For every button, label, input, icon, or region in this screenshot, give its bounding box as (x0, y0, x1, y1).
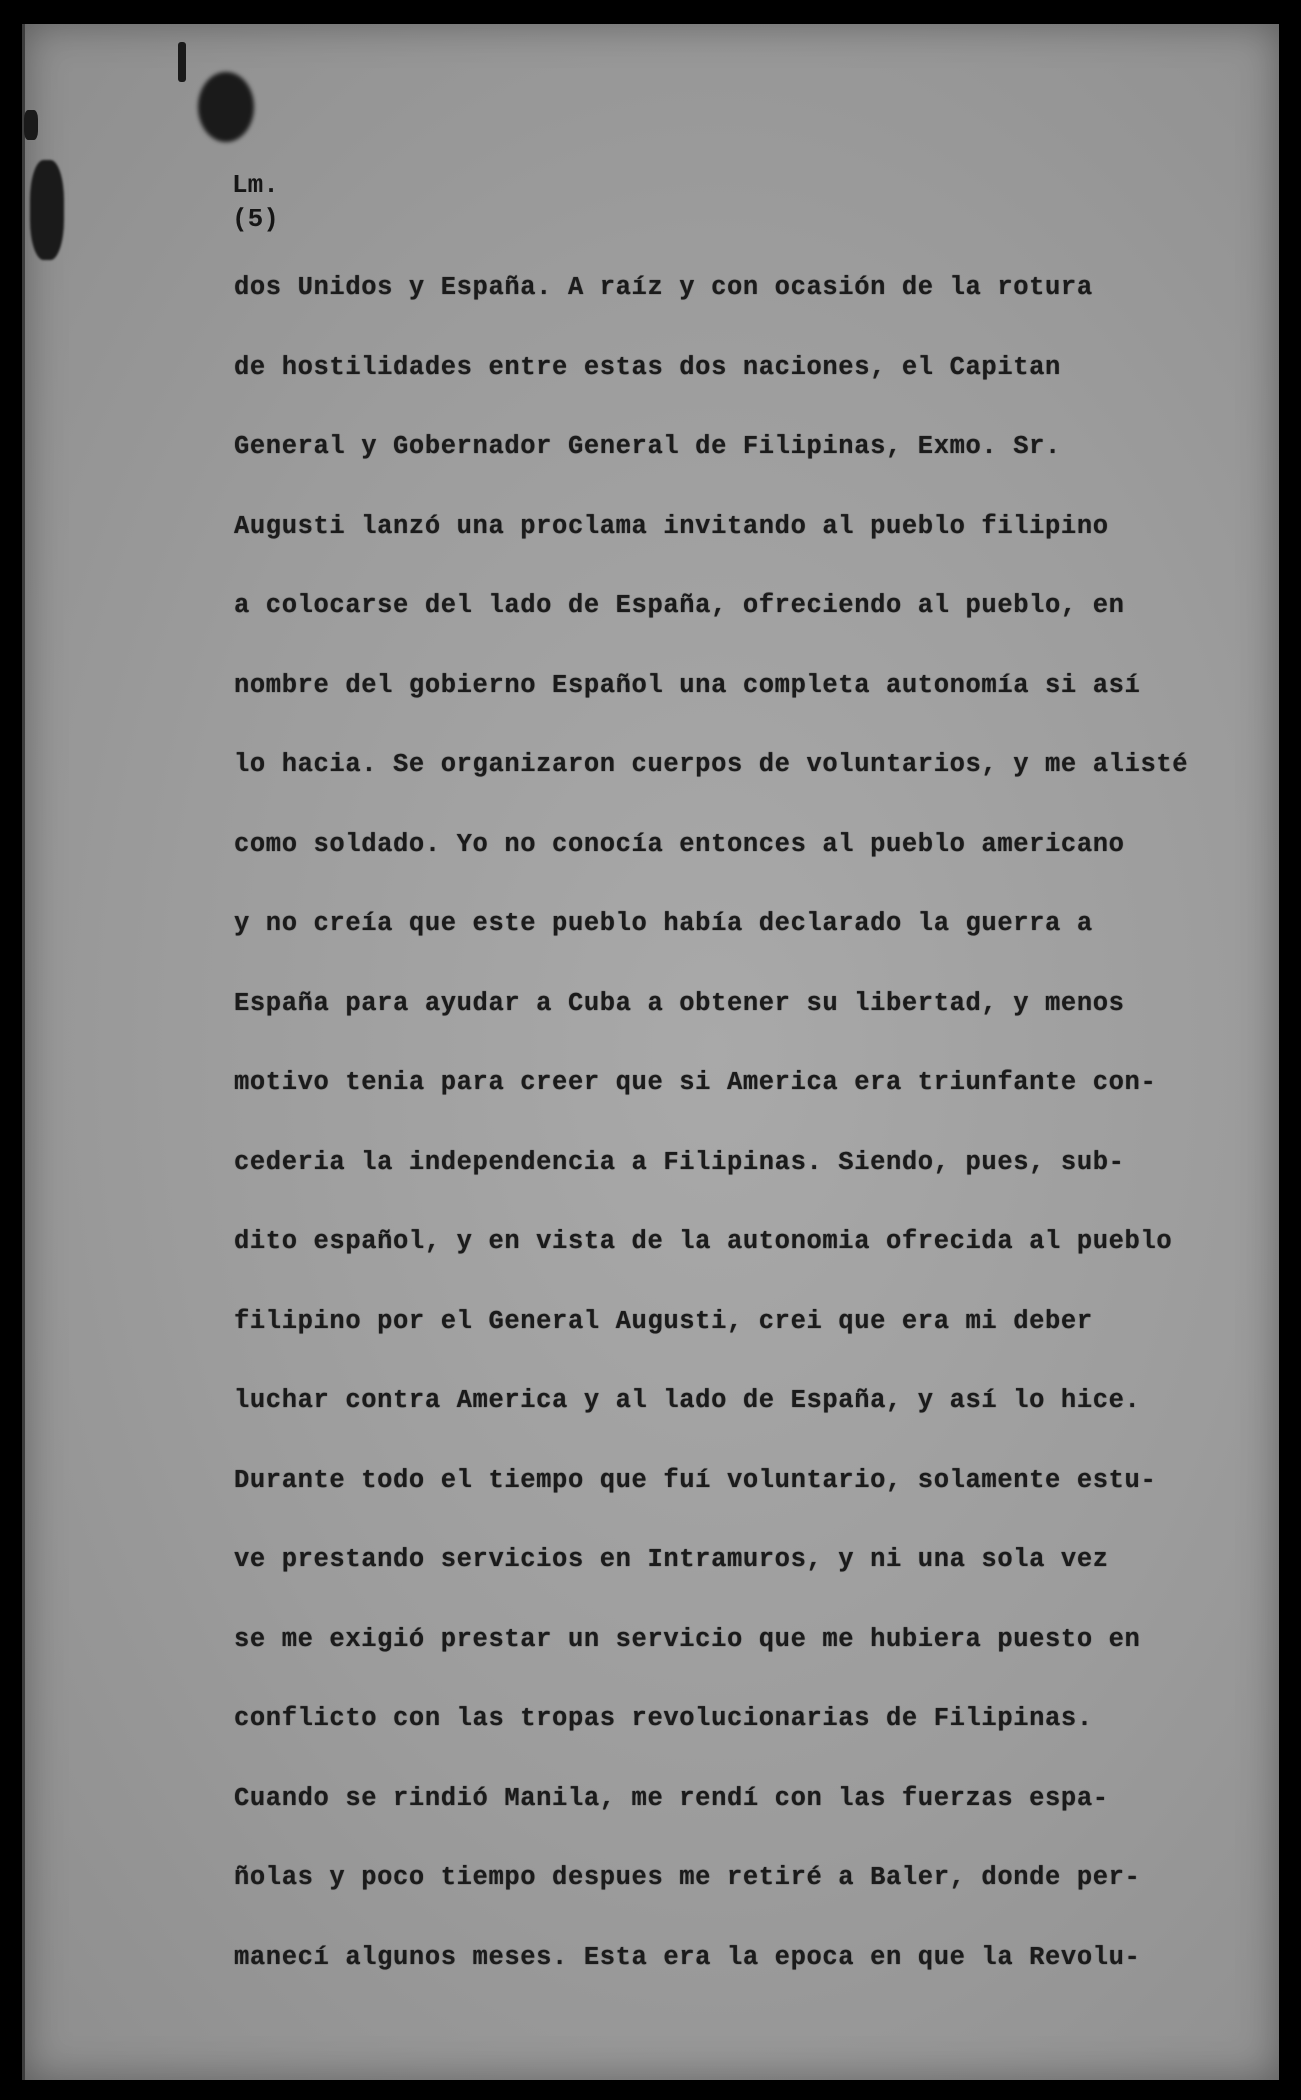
text-line: motivo tenia para creer que si America era triunfante con- (234, 1068, 1157, 1097)
text-line: luchar contra America y al lado de España, y así lo hice. (234, 1386, 1141, 1415)
text-line: lo hacia. Se organizaron cuerpos de voluntarios, y me alisté (234, 750, 1189, 779)
ink-stain (178, 42, 186, 82)
text-line: ve prestando servicios en Intramuros, y ni una sola vez (234, 1545, 1109, 1574)
text-line: ñolas y poco tiempo despues me retiré a Baler, donde per- (234, 1863, 1141, 1892)
text-line: Cuando se rindió Manila, me rendí con las fuerzas espa- (234, 1783, 1109, 1813)
text-line: nombre del gobierno Español una completa autonomía si así (234, 670, 1141, 700)
text-line: como soldado. Yo no conocía entonces al pueblo americano (234, 829, 1125, 859)
ink-stain (198, 72, 254, 142)
text-line: manecí algunos meses. Esta era la epoca en que la Revolu- (234, 1942, 1141, 1972)
text-line: Augusti lanzó una proclama invitando al pueblo filipino (234, 511, 1109, 541)
text-line: filipino por el General Augusti, crei que era mi deber (234, 1306, 1093, 1336)
text-line: a colocarse del lado de España, ofreciendo al pueblo, en (234, 591, 1125, 620)
body-text (234, 268, 1194, 2017)
text-line: y no creía que este pueblo había declarado la guerra a (234, 909, 1093, 938)
typist-initials: Lm. (232, 170, 279, 200)
text-line: dito español, y en vista de la autonomia ofrecida al pueblo (234, 1227, 1173, 1256)
page-number: (5) (232, 204, 279, 234)
text-line: General y Gobernador General de Filipinas, Exmo. Sr. (234, 432, 1061, 461)
ink-stain (24, 110, 38, 140)
text-line: dos Unidos y España. A raíz y con ocasión de la rotura (234, 273, 1093, 302)
text-line: España para ayudar a Cuba a obtener su libertad, y menos (234, 988, 1125, 1018)
text-line: conflicto con las tropas revolucionarias de Filipinas. (234, 1704, 1093, 1733)
text-line: de hostilidades entre estas dos naciones, el Capitan (234, 352, 1061, 382)
text-line: se me exigió prestar un servicio que me hubiera puesto en (234, 1624, 1141, 1654)
ink-stain (30, 160, 64, 260)
page-header (232, 168, 279, 236)
text-line: Durante todo el tiempo que fuí voluntario, solamente estu- (234, 1465, 1157, 1495)
text-line: cederia la independencia a Filipinas. Siendo, pues, sub- (234, 1147, 1125, 1177)
